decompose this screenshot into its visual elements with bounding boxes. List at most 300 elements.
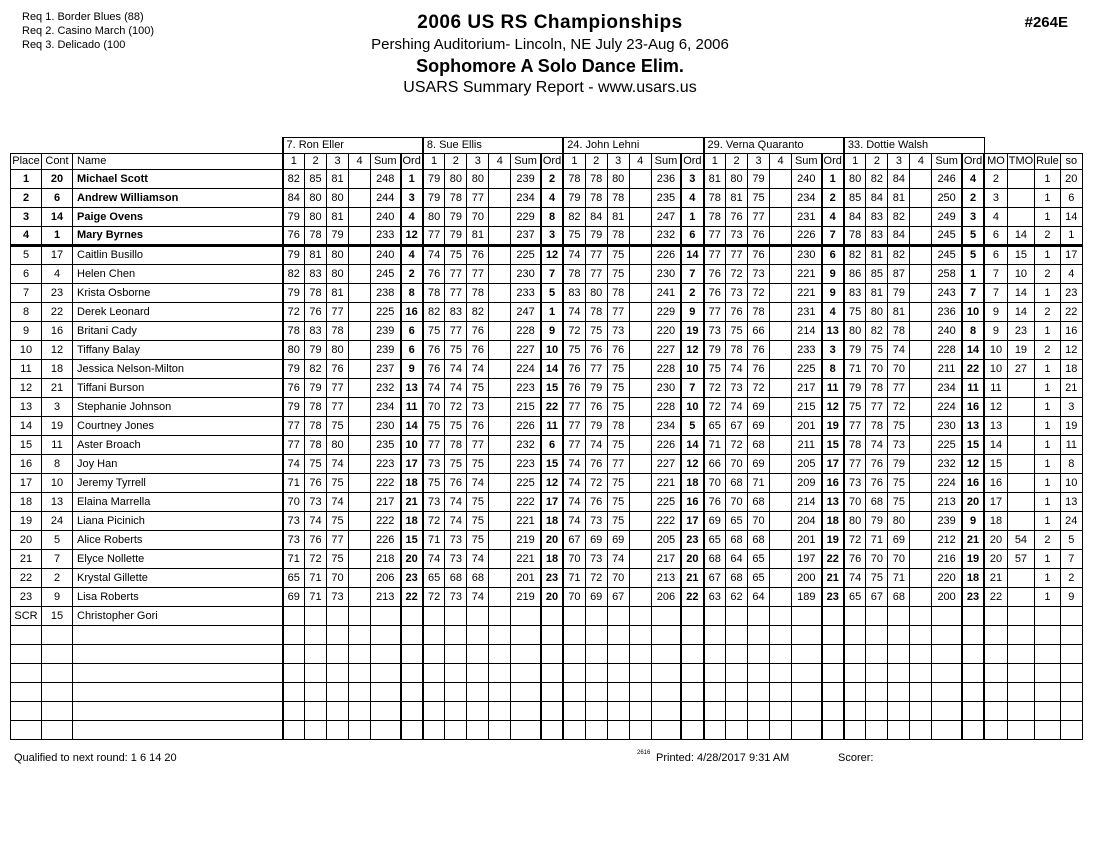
score-cell: 76 [704, 284, 726, 303]
score-cell: 68 [726, 569, 748, 588]
score-cell: 72 [704, 379, 726, 398]
name-header: Name [73, 154, 283, 170]
score-cell: 77 [467, 189, 489, 208]
sum-cell: 237 [511, 227, 541, 246]
ord-cell [541, 607, 563, 626]
judge-subheader-cell: 4 [910, 154, 932, 170]
result-row [11, 265, 1083, 284]
score-cell: 79 [748, 170, 770, 189]
score-cell: 71 [888, 569, 910, 588]
judge-subheader-cell: 4 [349, 154, 371, 170]
score-cell: 79 [585, 227, 607, 246]
sum-cell [511, 702, 541, 721]
score-cell: 80 [607, 170, 629, 189]
score-cell [748, 721, 770, 740]
score-cell: 69 [748, 455, 770, 474]
score-cell [283, 626, 305, 645]
result-row [11, 284, 1083, 303]
score-cell: 78 [283, 322, 305, 341]
score-cell [844, 721, 866, 740]
score-cell: 77 [866, 398, 888, 417]
judge-subheader-cell: 1 [844, 154, 866, 170]
score-cell [866, 626, 888, 645]
name-cell: Joy Han [73, 455, 283, 474]
ord-cell: 17 [822, 455, 844, 474]
sum-cell [792, 702, 822, 721]
score-cell: 80 [305, 189, 327, 208]
place-cell: 14 [11, 417, 42, 436]
score-cell: 78 [844, 227, 866, 246]
empty-row [11, 721, 1083, 740]
score-cell [349, 664, 371, 683]
score-cell [629, 265, 651, 284]
judge-name-cell: 8. Sue Ellis [423, 138, 563, 154]
score-cell [748, 664, 770, 683]
name-cell: Elaina Marrella [73, 493, 283, 512]
score-cell [888, 607, 910, 626]
score-cell: 79 [866, 512, 888, 531]
score-cell [770, 170, 792, 189]
score-cell: 75 [888, 417, 910, 436]
sum-cell: 226 [651, 246, 681, 265]
score-cell [770, 208, 792, 227]
score-cell: 64 [726, 550, 748, 569]
score-cell [888, 702, 910, 721]
so-cell: 4 [1060, 265, 1082, 284]
score-cell [349, 360, 371, 379]
judge-subheader-cell: 2 [445, 154, 467, 170]
so-cell: 10 [1060, 474, 1082, 493]
sum-cell: 238 [371, 284, 401, 303]
score-cell [704, 664, 726, 683]
score-cell: 75 [423, 322, 445, 341]
score-cell [910, 645, 932, 664]
ord-cell: 11 [541, 417, 563, 436]
sum-cell [511, 683, 541, 702]
ord-cell: 7 [541, 265, 563, 284]
sum-cell: 215 [511, 398, 541, 417]
result-row [11, 379, 1083, 398]
sum-cell: 226 [792, 227, 822, 246]
cont-cell: 1 [42, 227, 73, 246]
score-cell: 74 [467, 588, 489, 607]
score-cell [770, 189, 792, 208]
sum-cell [651, 702, 681, 721]
name-cell [73, 645, 283, 664]
ord-cell: 4 [822, 303, 844, 322]
tmo-cell [1007, 170, 1034, 189]
sum-cell: 228 [932, 341, 962, 360]
ord-cell [822, 664, 844, 683]
score-cell [349, 227, 371, 246]
score-cell: 76 [283, 227, 305, 246]
sum-cell: 234 [932, 379, 962, 398]
mo-cell [984, 721, 1007, 740]
ord-cell [822, 607, 844, 626]
ord-cell: 6 [541, 436, 563, 455]
ord-cell: 21 [681, 569, 703, 588]
sum-cell [792, 664, 822, 683]
score-cell: 73 [748, 265, 770, 284]
ord-cell: 22 [962, 360, 984, 379]
result-row [11, 607, 1083, 626]
score-cell: 76 [726, 208, 748, 227]
sum-cell: 229 [511, 208, 541, 227]
score-cell: 77 [467, 436, 489, 455]
sum-cell: 221 [511, 550, 541, 569]
score-cell [283, 607, 305, 626]
sum-cell [932, 683, 962, 702]
score-cell: 74 [888, 341, 910, 360]
sum-cell: 214 [792, 493, 822, 512]
score-cell [585, 702, 607, 721]
rule-cell: 1 [1035, 417, 1061, 436]
ord-cell [541, 645, 563, 664]
sum-cell: 223 [511, 379, 541, 398]
place-cell: 6 [11, 265, 42, 284]
ord-cell: 19 [822, 417, 844, 436]
score-cell: 71 [563, 569, 585, 588]
sum-cell: 245 [932, 246, 962, 265]
sum-cell: 227 [651, 341, 681, 360]
sum-cell: 224 [511, 360, 541, 379]
so-cell: 8 [1060, 455, 1082, 474]
score-cell [349, 436, 371, 455]
score-cell: 81 [607, 208, 629, 227]
score-cell: 76 [585, 341, 607, 360]
scorer-label: Scorer: [838, 752, 874, 764]
score-cell [910, 189, 932, 208]
score-cell: 64 [748, 588, 770, 607]
score-cell: 79 [283, 208, 305, 227]
report-title: USARS Summary Report - www.usars.us [403, 79, 697, 96]
score-cell: 70 [563, 550, 585, 569]
score-cell: 70 [844, 493, 866, 512]
score-cell: 76 [305, 531, 327, 550]
judge-subheader-cell: Sum [511, 154, 541, 170]
score-cell: 75 [607, 474, 629, 493]
score-cell: 72 [726, 436, 748, 455]
sum-cell: 222 [511, 493, 541, 512]
score-cell [585, 626, 607, 645]
score-cell: 81 [305, 246, 327, 265]
cont-cell: 5 [42, 531, 73, 550]
mo-cell: 9 [984, 322, 1007, 341]
score-cell [305, 683, 327, 702]
score-cell [866, 664, 888, 683]
rule-cell: 1 [1035, 379, 1061, 398]
ord-cell: 9 [962, 512, 984, 531]
ord-cell: 1 [401, 170, 423, 189]
score-cell: 75 [607, 379, 629, 398]
score-cell [283, 721, 305, 740]
sum-cell: 209 [792, 474, 822, 493]
score-cell [704, 645, 726, 664]
score-cell [888, 664, 910, 683]
score-cell: 73 [607, 322, 629, 341]
score-cell: 74 [563, 246, 585, 265]
place-cell: 3 [11, 208, 42, 227]
right-header-cell: so [1060, 154, 1082, 170]
sum-cell: 228 [651, 398, 681, 417]
score-cell: 83 [445, 303, 467, 322]
place-cell: 7 [11, 284, 42, 303]
mo-cell: 12 [984, 398, 1007, 417]
score-cell [629, 664, 651, 683]
score-cell: 71 [305, 569, 327, 588]
score-cell: 80 [327, 265, 349, 284]
score-cell [770, 303, 792, 322]
place-cell: 2 [11, 189, 42, 208]
sum-cell: 213 [932, 493, 962, 512]
ord-cell [822, 702, 844, 721]
sum-cell: 247 [651, 208, 681, 227]
cont-cell: 21 [42, 379, 73, 398]
place-cell: 19 [11, 512, 42, 531]
result-row [11, 550, 1083, 569]
rule-cell [1035, 683, 1061, 702]
score-cell: 84 [888, 170, 910, 189]
score-cell: 66 [704, 455, 726, 474]
score-cell [866, 607, 888, 626]
ord-cell [962, 607, 984, 626]
sum-cell [511, 626, 541, 645]
score-cell: 75 [607, 360, 629, 379]
sum-cell: 236 [651, 170, 681, 189]
score-cell [349, 189, 371, 208]
score-cell: 76 [748, 246, 770, 265]
score-cell: 65 [748, 569, 770, 588]
tmo-cell [1007, 398, 1034, 417]
tmo-cell: 23 [1007, 322, 1034, 341]
right-header-cell: MO [984, 154, 1007, 170]
score-cell: 77 [563, 417, 585, 436]
score-cell: 84 [844, 208, 866, 227]
ord-cell: 12 [822, 398, 844, 417]
sum-cell: 232 [371, 379, 401, 398]
score-cell [327, 645, 349, 664]
so-cell: 23 [1060, 284, 1082, 303]
sum-cell: 232 [651, 227, 681, 246]
score-cell [349, 588, 371, 607]
score-cell: 80 [866, 303, 888, 322]
score-cell: 70 [748, 512, 770, 531]
mo-cell [984, 683, 1007, 702]
ord-cell: 8 [541, 208, 563, 227]
score-cell [910, 607, 932, 626]
judge-subheader-cell: 3 [607, 154, 629, 170]
score-cell [349, 398, 371, 417]
score-cell [423, 683, 445, 702]
score-cell: 63 [704, 588, 726, 607]
score-cell: 76 [467, 246, 489, 265]
sum-cell: 222 [651, 512, 681, 531]
score-cell [770, 455, 792, 474]
score-cell: 79 [585, 379, 607, 398]
score-cell [283, 683, 305, 702]
score-cell: 62 [726, 588, 748, 607]
sum-cell: 236 [932, 303, 962, 322]
sum-cell: 235 [651, 189, 681, 208]
sum-cell: 217 [792, 379, 822, 398]
place-cell: 8 [11, 303, 42, 322]
score-cell: 73 [445, 588, 467, 607]
name-cell: Andrew Williamson [73, 189, 283, 208]
ord-cell [681, 645, 703, 664]
mo-cell: 15 [984, 455, 1007, 474]
score-cell [489, 474, 511, 493]
mo-cell: 13 [984, 417, 1007, 436]
ord-cell: 12 [681, 455, 703, 474]
score-cell: 75 [866, 341, 888, 360]
mo-cell [984, 645, 1007, 664]
score-cell: 71 [305, 588, 327, 607]
score-cell [910, 436, 932, 455]
score-cell: 78 [748, 303, 770, 322]
ord-cell [401, 683, 423, 702]
score-cell [607, 645, 629, 664]
score-cell: 76 [467, 417, 489, 436]
ord-cell: 20 [401, 550, 423, 569]
score-cell [770, 417, 792, 436]
score-cell: 74 [563, 455, 585, 474]
score-cell: 74 [445, 512, 467, 531]
score-cell [844, 626, 866, 645]
score-cell [349, 702, 371, 721]
sum-cell: 218 [371, 550, 401, 569]
sum-cell [651, 626, 681, 645]
place-cell [11, 683, 42, 702]
score-cell: 73 [726, 227, 748, 246]
score-cell: 75 [467, 379, 489, 398]
tmo-cell: 54 [1007, 531, 1034, 550]
sum-cell: 206 [651, 588, 681, 607]
score-cell [489, 683, 511, 702]
judge-subheader-cell: Ord [541, 154, 563, 170]
sum-cell [651, 683, 681, 702]
place-cell [11, 626, 42, 645]
so-cell: 18 [1060, 360, 1082, 379]
score-cell [844, 607, 866, 626]
ord-cell: 18 [541, 512, 563, 531]
score-cell: 75 [327, 474, 349, 493]
score-cell [585, 664, 607, 683]
cont-cell: 19 [42, 417, 73, 436]
ord-cell: 7 [681, 379, 703, 398]
sum-cell: 219 [511, 531, 541, 550]
rule-cell: 1 [1035, 170, 1061, 189]
judge-subheader-cell: 2 [305, 154, 327, 170]
ord-cell: 3 [822, 341, 844, 360]
score-cell [445, 683, 467, 702]
score-cell: 77 [467, 265, 489, 284]
score-cell: 86 [844, 265, 866, 284]
score-cell: 65 [283, 569, 305, 588]
ord-cell: 21 [401, 493, 423, 512]
score-cell [910, 208, 932, 227]
score-cell: 81 [726, 189, 748, 208]
sum-cell: 221 [511, 512, 541, 531]
score-cell [563, 683, 585, 702]
score-cell [770, 702, 792, 721]
cont-cell [42, 702, 73, 721]
score-cell [770, 607, 792, 626]
score-cell: 80 [445, 170, 467, 189]
sum-cell: 228 [651, 360, 681, 379]
tmo-cell [1007, 569, 1034, 588]
score-cell: 70 [726, 493, 748, 512]
score-cell: 78 [445, 436, 467, 455]
ord-cell: 22 [541, 398, 563, 417]
score-cell [866, 683, 888, 702]
score-cell: 75 [467, 455, 489, 474]
sum-cell: 215 [792, 398, 822, 417]
score-cell: 71 [704, 436, 726, 455]
mo-cell: 21 [984, 569, 1007, 588]
score-cell [563, 645, 585, 664]
mo-cell: 2 [984, 170, 1007, 189]
ord-cell: 9 [822, 265, 844, 284]
score-cell: 71 [283, 550, 305, 569]
score-cell [305, 664, 327, 683]
mo-cell: 17 [984, 493, 1007, 512]
sum-cell [371, 721, 401, 740]
version-mark: 2616 [637, 750, 651, 756]
score-cell: 77 [585, 246, 607, 265]
score-cell: 74 [327, 493, 349, 512]
score-cell: 75 [327, 512, 349, 531]
score-cell [910, 474, 932, 493]
score-cell: 84 [585, 208, 607, 227]
place-cell: 15 [11, 436, 42, 455]
score-cell [585, 607, 607, 626]
cont-cell: 2 [42, 569, 73, 588]
score-cell: 70 [704, 474, 726, 493]
ord-cell: 11 [822, 379, 844, 398]
score-cell: 76 [423, 341, 445, 360]
score-cell: 81 [467, 227, 489, 246]
sum-cell: 211 [792, 436, 822, 455]
score-cell [629, 626, 651, 645]
ord-cell: 16 [962, 474, 984, 493]
sum-cell: 200 [792, 569, 822, 588]
score-cell: 78 [305, 417, 327, 436]
score-cell: 78 [563, 170, 585, 189]
ord-cell: 7 [681, 265, 703, 284]
score-cell: 78 [607, 227, 629, 246]
mo-cell [984, 607, 1007, 626]
score-cell [770, 550, 792, 569]
place-cell [11, 721, 42, 740]
judge-name-cell: 33. Dottie Walsh [844, 138, 984, 154]
ord-cell: 3 [401, 189, 423, 208]
score-cell: 69 [748, 417, 770, 436]
so-cell [1060, 607, 1082, 626]
ord-cell: 4 [822, 208, 844, 227]
judge-name-cell: 29. Verna Quaranto [704, 138, 844, 154]
score-cell [910, 417, 932, 436]
score-cell [349, 246, 371, 265]
sum-cell: 239 [511, 170, 541, 189]
ord-cell: 7 [962, 284, 984, 303]
right-header-cell: Rule [1035, 154, 1061, 170]
sum-cell: 226 [371, 531, 401, 550]
ord-cell: 18 [681, 474, 703, 493]
sum-cell [792, 683, 822, 702]
score-cell: 74 [283, 455, 305, 474]
score-cell: 75 [445, 417, 467, 436]
rule-cell: 1 [1035, 455, 1061, 474]
